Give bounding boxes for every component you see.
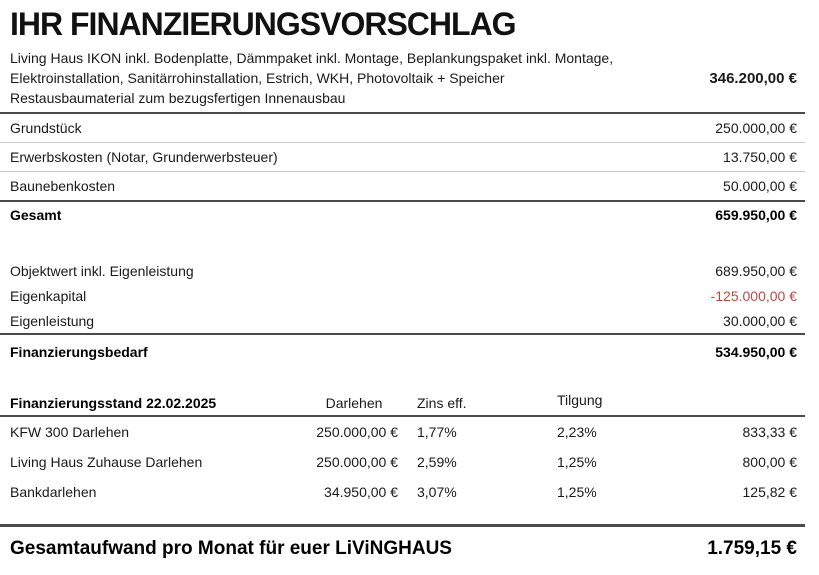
- equity-row-amount-negative: -125.000,00 €: [710, 287, 797, 304]
- package-description-line: Living Haus IKON inkl. Bodenplatte, Dämmpaket inkl. Montage, Beplankungspaket inkl. Montage,: [10, 50, 614, 66]
- loan-table: [0, 391, 805, 507]
- loan-row-tilgung: 1,25%: [557, 454, 597, 470]
- loan-row-rate: 125,82 €: [742, 484, 797, 500]
- loan-row-rate: 833,33 €: [742, 424, 797, 440]
- monthly-total-label: Gesamtaufwand pro Monat für euer LiViNGHAUS: [10, 538, 452, 559]
- total-row: [0, 202, 805, 228]
- loan-row-darlehen: 250.000,00 €: [316, 424, 398, 440]
- loan-row-bankdarlehen: [0, 477, 805, 507]
- monthly-total-row: [0, 527, 805, 571]
- cost-row-amount: 250.000,00 €: [715, 120, 797, 136]
- equity-row-amount: 689.950,00 €: [715, 262, 797, 279]
- loan-row-living-haus: [0, 447, 805, 477]
- package-amount: 346.200,00 €: [709, 69, 797, 87]
- cost-row-amount: 50.000,00 €: [723, 178, 797, 194]
- package-section: [0, 44, 805, 114]
- loan-table-header: [0, 391, 805, 417]
- loan-header-tilgung: Tilgung: [557, 392, 603, 408]
- cost-row-label: Baunebenkosten: [10, 178, 116, 194]
- equity-row-label: Eigenleistung: [10, 312, 95, 329]
- package-description-line: Restausbaumaterial zum bezugsfertigen Innenausbau: [10, 90, 346, 106]
- cost-row-label: Grundstück: [10, 120, 82, 136]
- total-amount: 659.950,00 €: [715, 207, 797, 223]
- section-spacer: [0, 369, 805, 391]
- equity-row-label: Objektwert inkl. Eigenleistung: [10, 262, 194, 279]
- package-description-line: Elektroinstallation, Sanitärrohinstallation, Estrich, WKH, Photovoltaik + Speicher: [10, 70, 505, 86]
- financing-need-row: [0, 335, 805, 369]
- financing-need-amount: 534.950,00 €: [715, 344, 797, 360]
- monthly-total-amount: 1.759,15 €: [707, 538, 797, 559]
- loan-row-tilgung: 1,25%: [557, 484, 597, 500]
- page-title: IHR FINANZIERUNGSVORSCHLAG: [10, 6, 516, 42]
- loan-header-title: Finanzierungsstand 22.02.2025: [10, 395, 217, 411]
- equity-row-amount: 30.000,00 €: [723, 312, 797, 329]
- loan-row-rate: 800,00 €: [742, 454, 797, 470]
- cost-row-grundstueck: [0, 114, 805, 143]
- cost-row-baunebenkosten: [0, 172, 805, 202]
- loan-row-label: Living Haus Zuhause Darlehen: [10, 454, 203, 470]
- loan-row-label: Bankdarlehen: [10, 484, 97, 500]
- loan-row-tilgung: 2,23%: [557, 424, 597, 440]
- loan-row-darlehen: 34.950,00 €: [324, 484, 398, 500]
- loan-row-zins: 2,59%: [417, 454, 457, 470]
- cost-row-erwerbskosten: [0, 143, 805, 172]
- equity-row-label: Eigenkapital: [10, 287, 87, 304]
- equity-row-eigenleistung: [0, 308, 805, 335]
- footer-divider: [0, 507, 805, 527]
- package-description: [10, 48, 697, 108]
- loan-header-darlehen: Darlehen: [325, 395, 383, 411]
- total-label: Gesamt: [10, 207, 62, 223]
- cost-row-amount: 13.750,00 €: [723, 149, 797, 165]
- loan-row-label: KFW 300 Darlehen: [10, 424, 130, 440]
- loan-row-darlehen: 250.000,00 €: [316, 454, 398, 470]
- loan-header-zins: Zins eff.: [417, 395, 467, 411]
- loan-row-zins: 3,07%: [417, 484, 457, 500]
- financing-need-label: Finanzierungsbedarf: [10, 344, 148, 360]
- section-spacer: [0, 228, 805, 258]
- equity-row-objektwert: [0, 258, 805, 283]
- loan-row-zins: 1,77%: [417, 424, 457, 440]
- equity-row-eigenkapital: [0, 283, 805, 308]
- cost-row-label: Erwerbskosten (Notar, Grunderwerbsteuer): [10, 149, 278, 165]
- equity-section: [0, 258, 805, 335]
- loan-row-kfw: [0, 417, 805, 447]
